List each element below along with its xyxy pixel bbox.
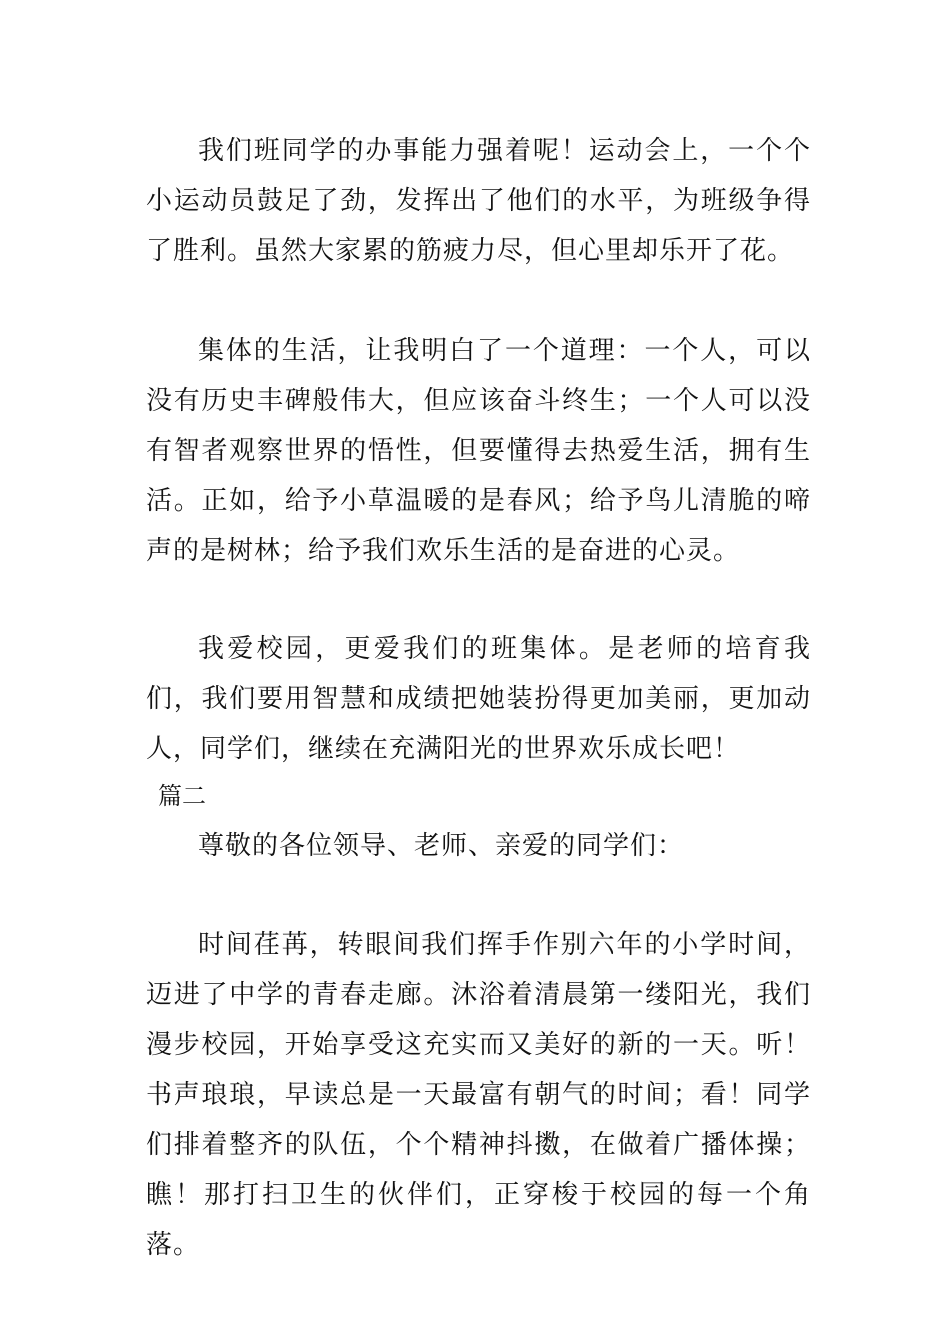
paragraph-love-campus: 我爱校园，更爱我们的班集体。是老师的培育我们，我们要用智慧和成绩把她装扮得更加美丽，更加动人，同学们，继续在充满阳光的世界欢乐成长吧！ xyxy=(146,634,811,764)
paragraph-sports-meet: 我们班同学的办事能力强着呢！运动会上，一个个小运动员鼓足了劲，发挥出了他们的水平，为班级争得了胜利。虽然大家累的筋疲力尽，但心里却乐开了花。 xyxy=(146,136,811,266)
section-label: 篇二 xyxy=(158,782,206,810)
speech-greeting: 尊敬的各位领导、老师、亲爱的同学们： xyxy=(198,831,685,861)
paragraph-collective-life: 集体的生活，让我明白了一个道理：一个人，可以没有历史丰碑般伟大，但应该奋斗终生；一个人可以没有智者观察世界的悟性，但要懂得去热爱生活，拥有生活。正如，给予小草温暖的是春风；给予鸟儿清脆的啼声的是树林；给予我们欢乐生活的是奋进的心灵。 xyxy=(146,336,811,566)
paragraph-middle-school: 时间荏苒，转眼间我们挥手作别六年的小学时间，迈进了中学的青春走廊。沐浴着清晨第一缕阳光，我们漫步校园，开始享受这充实而又美好的新的一天。听！书声琅琅，早读总是一天最富有朝气的时间；看！同学们排着整齐的队伍，个个精神抖擞，在做着广播体操；瞧！那打扫卫生的伙伴们，正穿梭于校园的每一个角落。 xyxy=(146,930,811,1260)
